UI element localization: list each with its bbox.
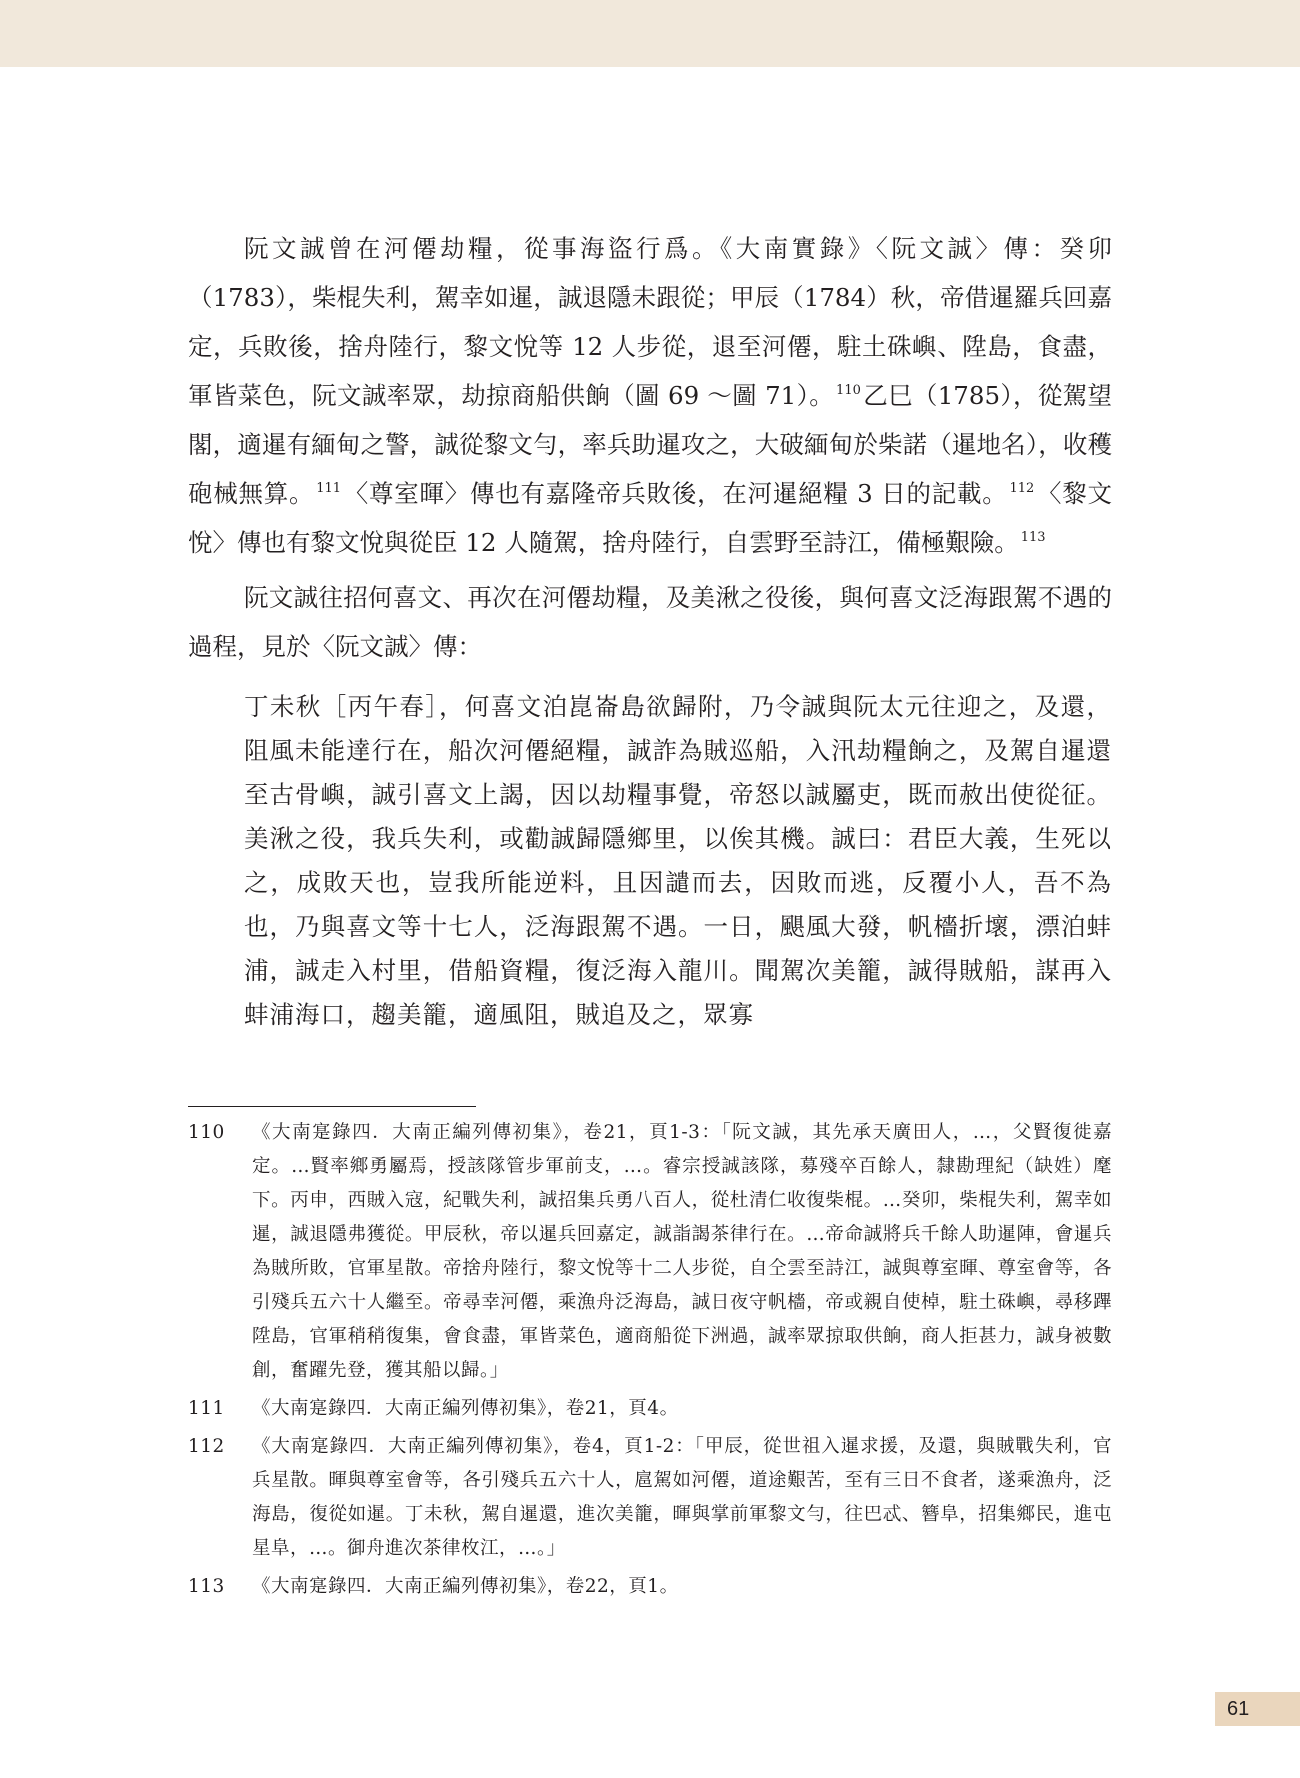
footnote-divider: [188, 1106, 476, 1107]
top-band: [0, 0, 1300, 67]
paragraph-1-part-2: 乙巳（1785），從駕望閣，適暹有緬甸之警，誠從黎文勻，率兵助暹攻之，大破緬甸於柴諾（暹地名），收穫砲械無算。: [188, 381, 1112, 508]
footnote-number: 110: [188, 1122, 225, 1143]
paragraph-1-part-4: 〈黎文悅〉傳也有黎文悅與從臣 12 人隨駕，捨舟陸行，自雲野至詩江，備極艱險。: [188, 479, 1113, 557]
block-quote: 丁未秋［丙午春］，何喜文泊崑崙島欲歸附，乃令誠與阮太元往迎之，及還，阻風未能達行在，船次河僊絕糧，誠詐為賊巡船，入汛劫糧餉之，及駕自暹還至古骨嶼，誠引喜文上謁，因以劫糧事覺，帝怒以誠屬吏，既而赦出使從征。美湫之役，我兵失利，或勸誠歸隱鄉里，以俟其機。誠曰：君臣大義，生死以之，成敗天也，豈我所能逆料，且因譴而去，因敗而逃，反覆小人，吾不為也，乃與喜文等十七人，泛海跟駕不遇。一日，颶風大發，帆檣折壞，漂泊蚌浦，誠走入村里，借船資糧，復泛海入龍川。聞駕次美籠，誠得賊船，謀再入蚌浦海口，趨美籠，適風阻，賊追及之，眾寡: [244, 692, 1112, 1029]
footnote-text: 《大南寔錄四．大南正編列傳初集》，卷4，頁1-2：「甲辰，從世祖入暹求援，及還，與賊戰失利，官兵星散。暉與尊室會等，各引殘兵五六十人，扈駕如河僊，道途艱苦，至有三日不食者，遂乘漁舟，泛海島，復從如暹。丁未秋，駕自暹還，進次美籠，暉與掌前軍黎文勻，往巴忒、簪阜，招集鄉民，進屯星阜，…。御舟進次茶律枚江，…。」: [252, 1436, 1112, 1559]
main-text: [188, 224, 1112, 1037]
paragraph-1-part-1: 阮文誠曾在河僊劫糧，從事海盜行爲。《大南實錄》〈阮文誠〉傳：癸卯（1783），柴棍失利，駕幸如暹，誠退隱未跟從；甲辰（1784）秋，帝借暹羅兵回嘉定，兵敗後，捨舟陸行，黎文悅等 12 人步從，退至河僊，駐土硃嶼、陞島，食盡，軍皆菜色，阮文誠率眾，劫掠商船供餉（圖 69 ～圖 71）。: [188, 234, 1112, 410]
footnote-112: [188, 1430, 1112, 1566]
paragraph-1: [188, 224, 1112, 567]
footnotes: [188, 1116, 1112, 1604]
footnote-number: 112: [188, 1436, 225, 1457]
paragraph-1-part-3: 〈尊室暉〉傳也有嘉隆帝兵敗後，在河暹絕糧 3 日的記載。: [343, 479, 1008, 508]
footnote-113: [188, 1570, 1112, 1604]
footnote-number: 113: [188, 1576, 225, 1597]
footnote-111: [188, 1392, 1112, 1426]
paragraph-2: 阮文誠往招何喜文、再次在河僊劫糧，及美湫之役後，與何喜文泛海跟駕不遇的過程，見於〈阮文誠〉傳：: [188, 583, 1112, 661]
page-number-badge: [1215, 1692, 1300, 1726]
footnote-ref-113[interactable]: 113: [1020, 530, 1046, 545]
page-number: 61: [1227, 1698, 1250, 1720]
footnote-text: 《大南寔錄四．大南正編列傳初集》，卷21，頁4。: [252, 1398, 679, 1419]
footnote-text: 《大南寔錄四．大南正編列傳初集》，卷21，頁1-3：「阮文誠，其先承天廣田人，…，父賢復徙嘉定。…賢率鄉勇屬焉，授該隊管步軍前支，…。睿宗授誠該隊，募殘卒百餘人，隸勘理紀（缺姓）麾下。丙申，西賊入寇，紀戰失利，誠招集兵勇八百人，從杜清仁收復柴棍。…癸卯，柴棍失利，駕幸如暹，誠退隱弗獲從。甲辰秋，帝以暹兵回嘉定，誠詣謁茶律行在。…帝命誠將兵千餘人助暹陣，會暹兵為賊所敗，官軍星散。帝捨舟陸行，黎文悅等十二人步從，自仝雲至詩江，誠與尊室暉、尊室會等，各引殘兵五六十人繼至。帝尋幸河僊，乘漁舟泛海島，誠日夜守帆檣，帝或親自使棹，駐土硃嶼，尋移蹕陞島，官軍稍稍復集，會食盡，軍皆菜色，適商船從下洲過，誠率眾掠取供餉，商人拒甚力，誠身被數創，奮躍先登，獲其船以歸。」: [252, 1122, 1112, 1381]
footnote-ref-111[interactable]: 111: [316, 481, 342, 496]
footnote-text: 《大南寔錄四．大南正編列傳初集》，卷22，頁1。: [252, 1576, 679, 1597]
footnote-number: 111: [188, 1398, 225, 1419]
footnote-110: [188, 1116, 1112, 1388]
footnote-ref-110[interactable]: 110: [836, 383, 861, 398]
footnote-ref-112[interactable]: 112: [1009, 481, 1035, 496]
